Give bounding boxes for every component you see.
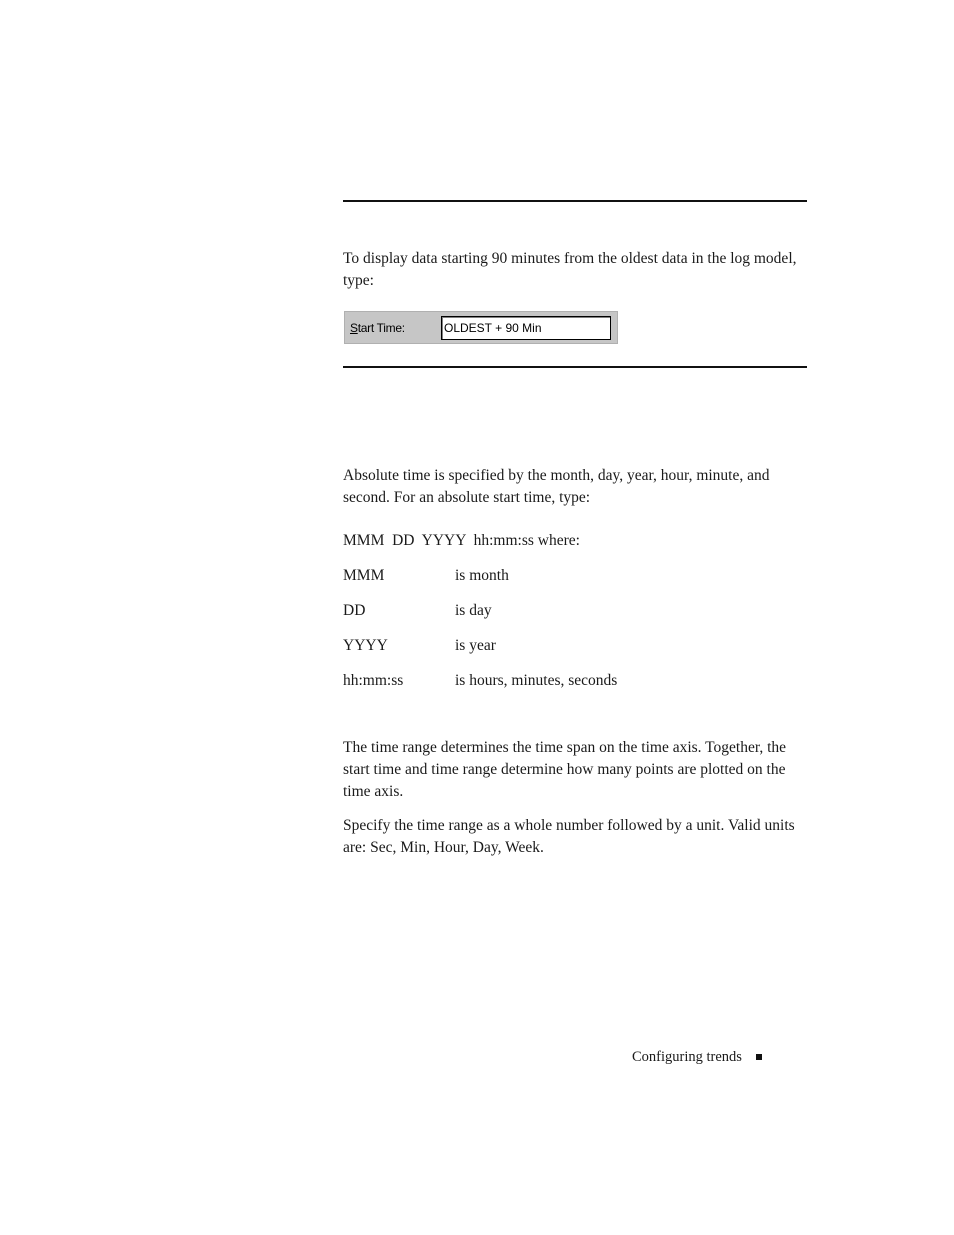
start-time-label-rest: tart Time: — [357, 321, 405, 335]
definition-description: is day — [455, 602, 492, 619]
running-footer: Configuring trends — [632, 1049, 742, 1065]
example-top-rule — [343, 200, 807, 202]
start-time-label — [350, 321, 405, 335]
definition-row — [343, 635, 807, 657]
definition-term: DD — [343, 602, 366, 619]
definition-term: hh:mm:ss — [343, 672, 404, 689]
definition-term: YYYY — [343, 637, 388, 654]
definition-description: is hours, minutes, seconds — [455, 672, 618, 689]
definition-term: MMM — [343, 567, 385, 584]
footer-square-icon — [756, 1054, 762, 1060]
example-paragraph: To display data starting 90 minutes from the oldest data in the log model, type: — [343, 250, 797, 289]
absolute-time-format: MMM DD YYYY hh:mm:ss where: — [343, 532, 580, 549]
definition-row — [343, 565, 807, 587]
start-time-input[interactable] — [441, 316, 611, 340]
definition-description: is month — [455, 567, 509, 584]
definition-row — [343, 600, 807, 622]
definition-description: is year — [455, 637, 496, 654]
time-range-units-paragraph: Specify the time range as a whole number followed by a unit. Valid units are: Sec, Min, Hour, Day, Week. — [343, 817, 795, 856]
start-time-dialog-strip — [344, 311, 618, 344]
time-range-paragraph: The time range determines the time span on the time axis. Together, the start time and time range determine how many points are plotted on the time axis. — [343, 739, 787, 800]
definition-row — [343, 670, 807, 692]
example-bottom-rule — [343, 366, 807, 368]
start-time-label-accelerator: S — [350, 321, 358, 335]
absolute-time-paragraph: Absolute time is specified by the month, day, year, hour, minute, and second. For an absolute start time, type: — [343, 467, 770, 506]
